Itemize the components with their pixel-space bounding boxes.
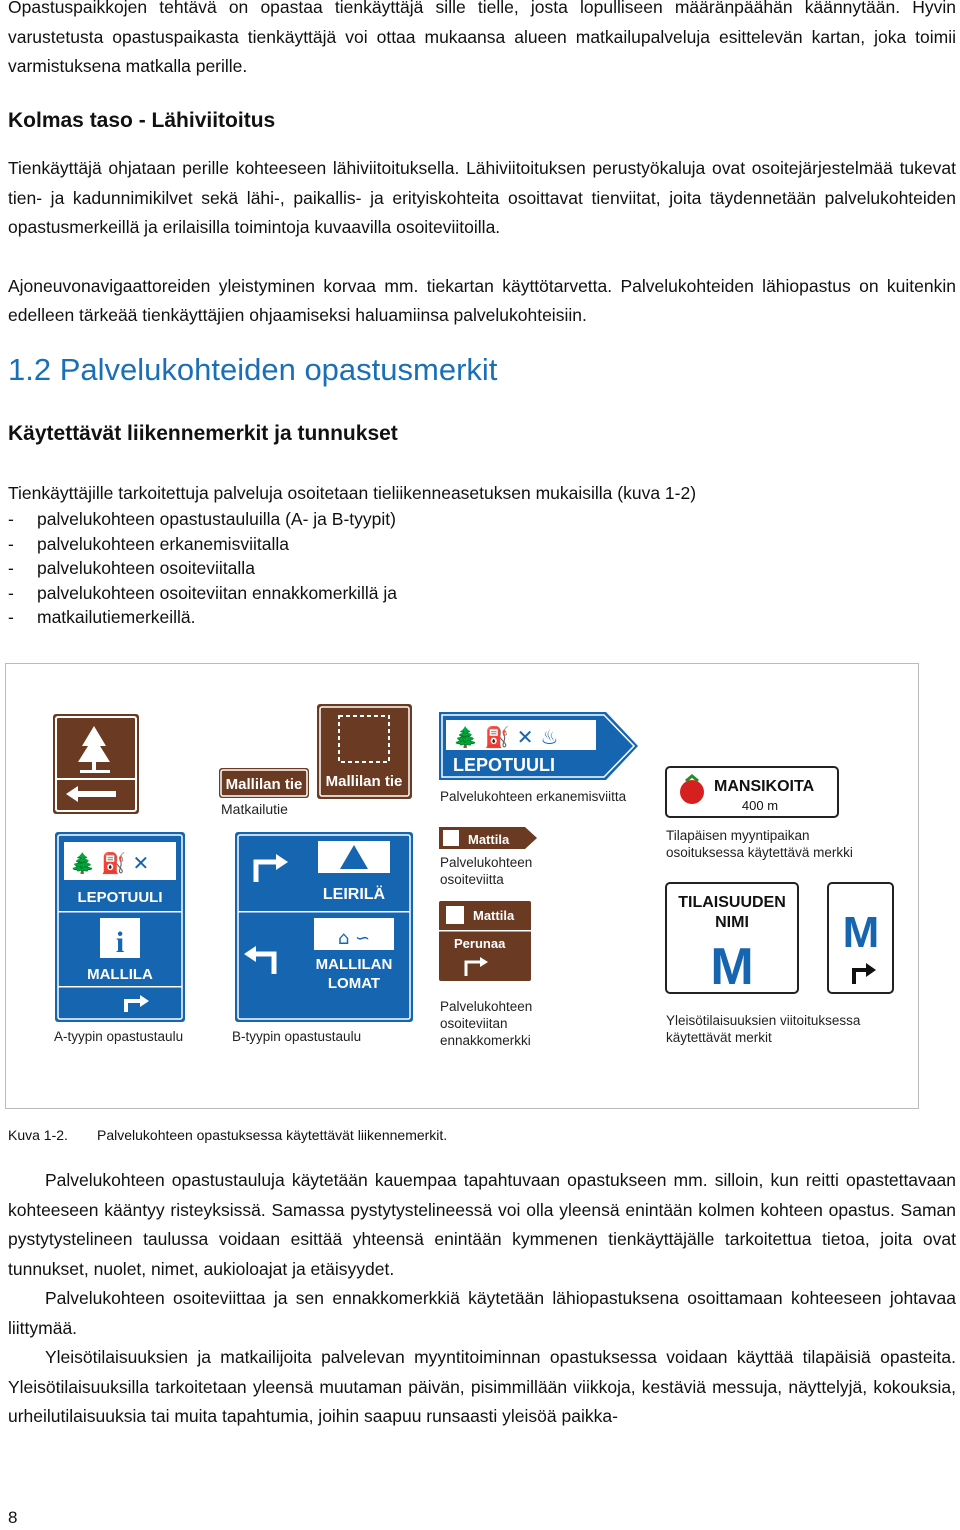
b-type-board	[232, 832, 413, 1044]
lepotuuli-exit-sign	[439, 712, 638, 804]
sign-tilaisuuden-1: TILAISUUDEN	[678, 894, 786, 911]
svg-text:i: i	[115, 926, 125, 959]
label-osoiteviitta-1: Palvelukohteen	[440, 855, 533, 870]
label-matkailutie: Matkailutie	[221, 801, 288, 817]
sign-mallilan-tie-b: Mallilan tie	[325, 773, 403, 790]
svg-text:🌲 ⛽ ✕ ♨: 🌲 ⛽ ✕ ♨	[453, 725, 559, 749]
sign-b-leirila: LEIRILÄ	[322, 886, 386, 903]
mattila-advance-sign	[439, 901, 532, 1048]
label-yleiso-1: Yleisötilaisuuksien viitoituksessa	[666, 1013, 861, 1028]
signs-illustration	[6, 664, 918, 1108]
body-para1: Palvelukohteen opastustauluja käytetään kauempaa tapahtuvaan opastukseen mm. silloin, kun reitti opastettavaan kohteeseen kääntyy risteyksissä. Samassa pystytystelineessä voi olla yleensä enintään kolmen kohteen opastus. Saman pystytystelineen taulussa voidaan esittää yhteensä enintään kymmenen tienkäyttäjälle tarkoitettua tietoa, joita ovat tunnukset, nuolet, nimet, aukioloajat ja etäisyydet.	[8, 1170, 956, 1279]
label-a-type: A-tyypin opastustaulu	[54, 1029, 184, 1044]
label-ennakko-2: osoiteviitan	[440, 1016, 508, 1031]
svg-text:⌂ ∽: ⌂ ∽	[337, 928, 371, 949]
sign-mallilan-tie-a: Mallilan tie	[225, 776, 303, 793]
label-tilapainen-1: Tilapäisen myyntipaikan	[666, 828, 810, 843]
m-arrow-sign	[828, 883, 893, 993]
sign-mattila-b: Mattila	[473, 908, 515, 923]
label-tilapainen-2: osoituksessa käytettävä merkki	[666, 845, 853, 860]
sign-tilaisuuden-2: NIMI	[715, 914, 749, 931]
list-item: - palvelukohteen opastustauluilla (A- ja B-tyypit)	[8, 507, 956, 532]
caption-number: Kuva 1-2.	[8, 1127, 68, 1143]
sign-a-lepotuuli: LEPOTUULI	[77, 889, 163, 906]
m-letter-a: M	[710, 938, 754, 996]
list-item: - palvelukohteen osoiteviitan ennakkomerkillä ja	[8, 581, 956, 606]
body-para2: Palvelukohteen osoiteviittaa ja sen ennakkomerkkiä käytetään lähiopastuksena osoittamaan kohteeseen johtavaa liittymää.	[8, 1288, 956, 1338]
sign-a-mallila: MALLILA	[87, 966, 153, 983]
label-ennakko-3: ennakkomerkki	[440, 1033, 531, 1048]
level3-subtitle-text: Tienkäyttäjä ohjataan perille kohteeseen lähiviitoituksella.	[8, 158, 467, 178]
sign-mansikoita-distance: 400 m	[741, 798, 779, 813]
page-number: 8	[8, 1508, 18, 1527]
mallilan-tie-sign-large	[317, 704, 412, 799]
sign-b-lomat-1: MALLILAN	[315, 956, 393, 973]
level3-para2: Ajoneuvonavigaattoreiden yleistyminen korvaa mm. tiekartan käyttötarvetta. Palvelukohteiden lähiopastus on kuitenkin edelleen tärkeää tienkäyttäjien ohjaamiseksi haluamiinsa palvelukohteisiin.	[8, 275, 956, 325]
sign-perunaa: Perunaa	[454, 936, 506, 951]
list-item: - palvelukohteen osoiteviitalla	[8, 556, 956, 581]
mansikoita-sign	[666, 767, 853, 860]
a-type-board	[54, 832, 185, 1044]
label-osoiteviitta-2: osoiteviitta	[440, 872, 504, 887]
level3-para1: Lähiviitoituksen perustyökaluja ovat osoitejärjestelmää tukevat tien- ja kadunnimikilvet sekä lähi-, paikallis- ja erityiskohteita osoittavat tienviitat, joita täydennetään palvelukohteiden opastusmerkeillä ja erilaisilla toimintoja kuvaavilla osoiteviitoilla.	[8, 158, 956, 237]
m-letter-b: M	[842, 908, 880, 957]
caption-text: Palvelukohteen opastuksessa käytettävät liikennemerkit.	[97, 1127, 448, 1143]
figure-caption	[8, 1127, 447, 1143]
label-b-type: B-tyypin opastustaulu	[232, 1029, 362, 1044]
sign-b-lomat-2: LOMAT	[327, 975, 381, 992]
list-intro: Tienkäyttäjille tarkoitettuja palveluja osoitetaan tieliikenneasetuksen mukaisilla (kuva 1-2)	[8, 483, 697, 503]
svg-text:🌲 ⛽ ✕: 🌲 ⛽ ✕	[70, 851, 150, 875]
label-ennakko-1: Palvelukohteen	[440, 999, 533, 1014]
body-paragraphs	[8, 1166, 956, 1432]
label-yleiso-2: käytettävät merkit	[666, 1030, 772, 1045]
list-item: - matkailutiemerkeillä.	[8, 605, 956, 630]
level3-block	[8, 154, 956, 331]
sign-mattila-a: Mattila	[468, 832, 510, 847]
event-name-sign	[666, 883, 798, 996]
heading-level3: Kolmas taso - Lähiviitoitus	[8, 109, 276, 132]
list-item: - palvelukohteen erkanemisviitalla	[8, 532, 956, 557]
sign-lepotuuli-exit: LEPOTUULI	[453, 755, 555, 775]
mattila-address-sign	[439, 827, 537, 887]
mallilan-tie-sign-small	[219, 768, 309, 817]
tree-sign-brown	[53, 714, 139, 814]
traffic-signs-figure	[5, 663, 919, 1109]
label-erkanemisviitta: Palvelukohteen erkanemisviitta	[440, 789, 627, 804]
level3-combined	[8, 154, 956, 243]
intro-paragraph: Opastuspaikkojen tehtävä on opastaa tienkäyttäjä sille tielle, josta lopulliseen määränpäähän käännytään. Hyvin varustetusta opastuspaikasta tienkäyttäjä voi ottaa mukaansa alueen matkailupalveluja esittelevän kartan, joka toimii varmistuksena matkalla perille.	[8, 0, 956, 76]
subsection-heading: Käytettävät liikennemerkit ja tunnukset	[8, 422, 398, 445]
service-sign-list	[8, 507, 956, 630]
section-heading: 1.2 Palvelukohteiden opastusmerkit	[8, 352, 498, 387]
body-para3: Yleisötilaisuuksien ja matkailijoita palvelevan myyntitoiminnan opastuksessa voidaan käyttää tilapäisiä opasteita. Yleisötilaisuuksilla tarkoitetaan yleensä muutaman päivän, pisimmillään viikkoja, kestäviä messuja, näyttelyjä, kokouksia, urheilutilaisuuksia tai muita tapahtumia, joihin saapuu runsaasti yleisöä paikka-	[8, 1347, 956, 1426]
sign-mansikoita: MANSIKOITA	[714, 778, 815, 795]
